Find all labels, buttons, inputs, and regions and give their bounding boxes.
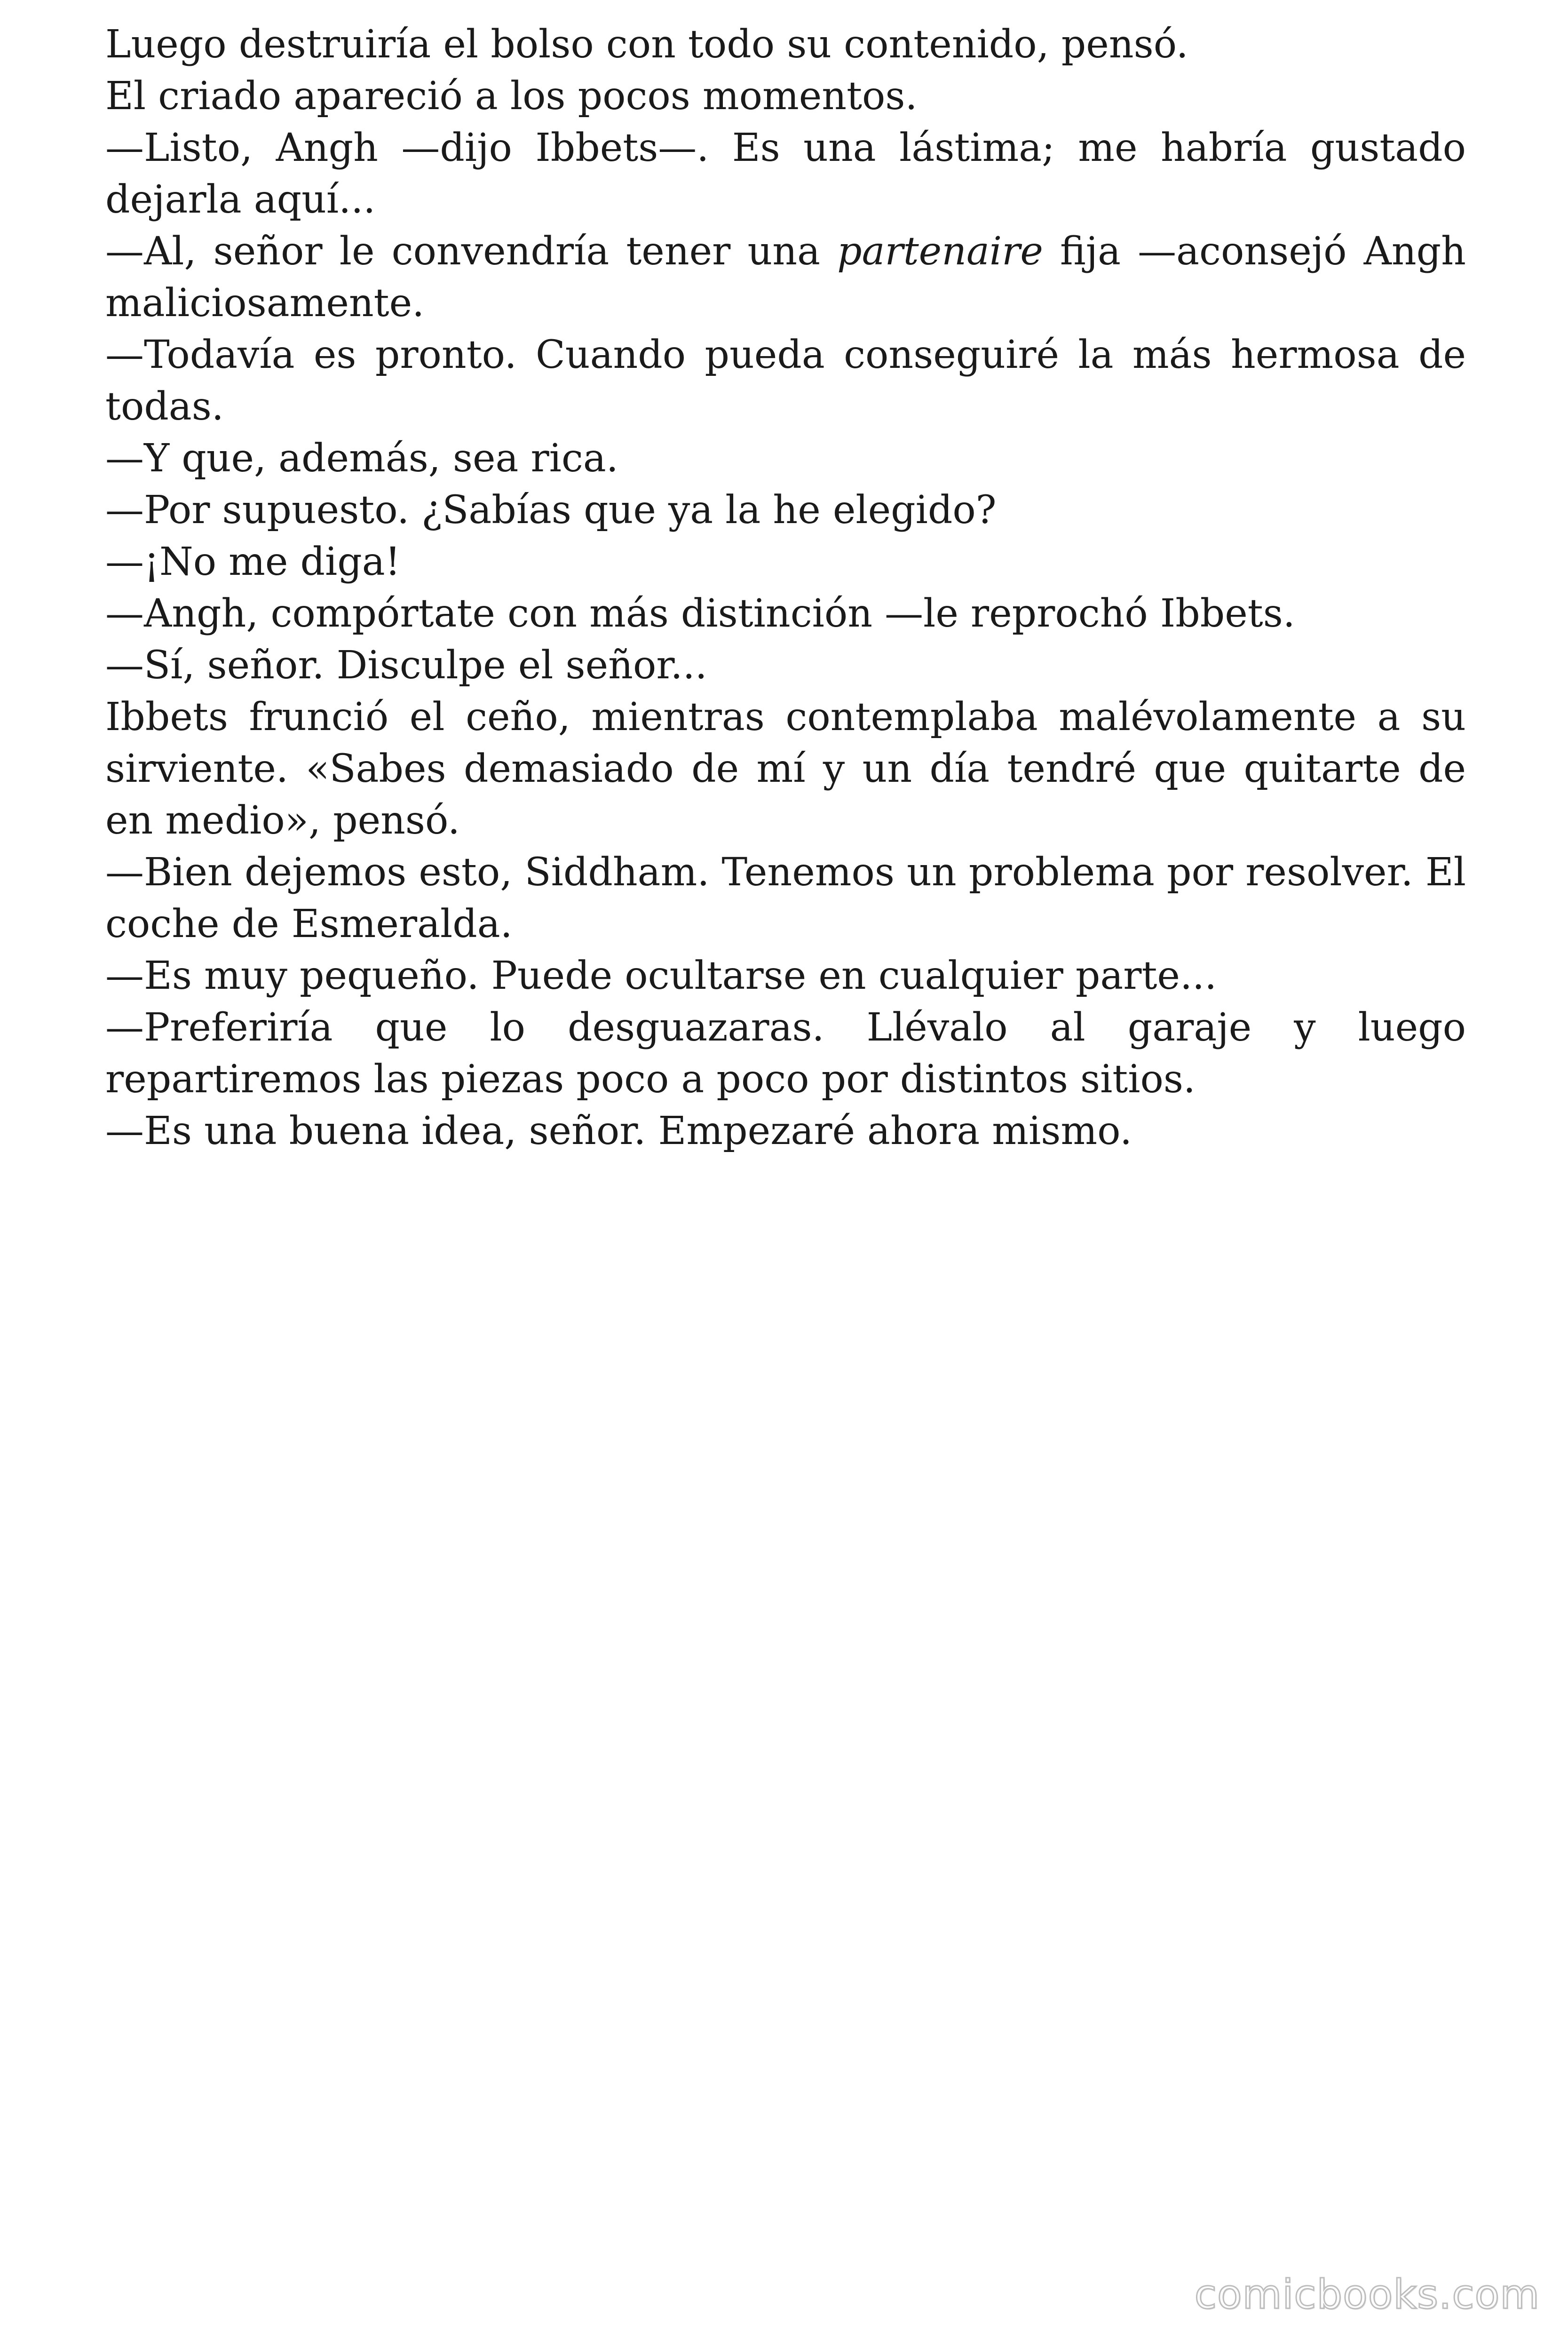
paragraph-partenaire-end: fija —aconsejó Angh maliciosamente. [105, 229, 1466, 326]
watermark: comicbooks.com [1194, 2271, 1540, 2318]
paragraph: —Preferiría que lo desguazaras. Llévalo al garaje y luego repartiremos las piezas poco a poco por distintos sitios. [105, 1005, 1466, 1102]
paragraph: —¡No me diga! [105, 540, 401, 584]
paragraph: —Y que, además, sea rica. [105, 436, 618, 481]
paragraph: —Es una buena idea, señor. Empezaré ahora mismo. [105, 1109, 1132, 1153]
paragraph: —Listo, Angh —dijo Ibbets—. Es una lástima; me habría gustado dejarla aquí... [105, 126, 1466, 222]
paragraph: —Sí, señor. Disculpe el señor... [105, 643, 707, 688]
italic-word: partenaire [837, 229, 1043, 274]
paragraph: —Angh, compórtate con más distinción —le reprochó Ibbets. [105, 591, 1295, 636]
paragraph-partenaire [105, 226, 1466, 329]
paragraph: Luego destruiría el bolso con todo su contenido, pensó. [105, 22, 1188, 67]
paragraph: —Bien dejemos esto, Siddham. Tenemos un problema por resolver. El coche de Esmeralda. [105, 850, 1466, 946]
book-page-text [105, 19, 1466, 1157]
paragraph: —Todavía es pronto. Cuando pueda conseguiré la más hermosa de todas. [105, 333, 1466, 429]
paragraph: —Es muy pequeño. Puede ocultarse en cualquier parte... [105, 954, 1217, 998]
paragraph-partenaire-start: —Al, señor le convendría tener una [105, 229, 838, 274]
paragraph: El criado apareció a los pocos momentos. [105, 74, 918, 119]
paragraph: Ibbets frunció el ceño, mientras contemplaba malévolamente a su sirviente. «Sabes demasiado de mí y un día tendré que quitarte de en medio», pensó. [105, 695, 1466, 843]
paragraph: —Por supuesto. ¿Sabías que ya la he elegido? [105, 488, 997, 532]
